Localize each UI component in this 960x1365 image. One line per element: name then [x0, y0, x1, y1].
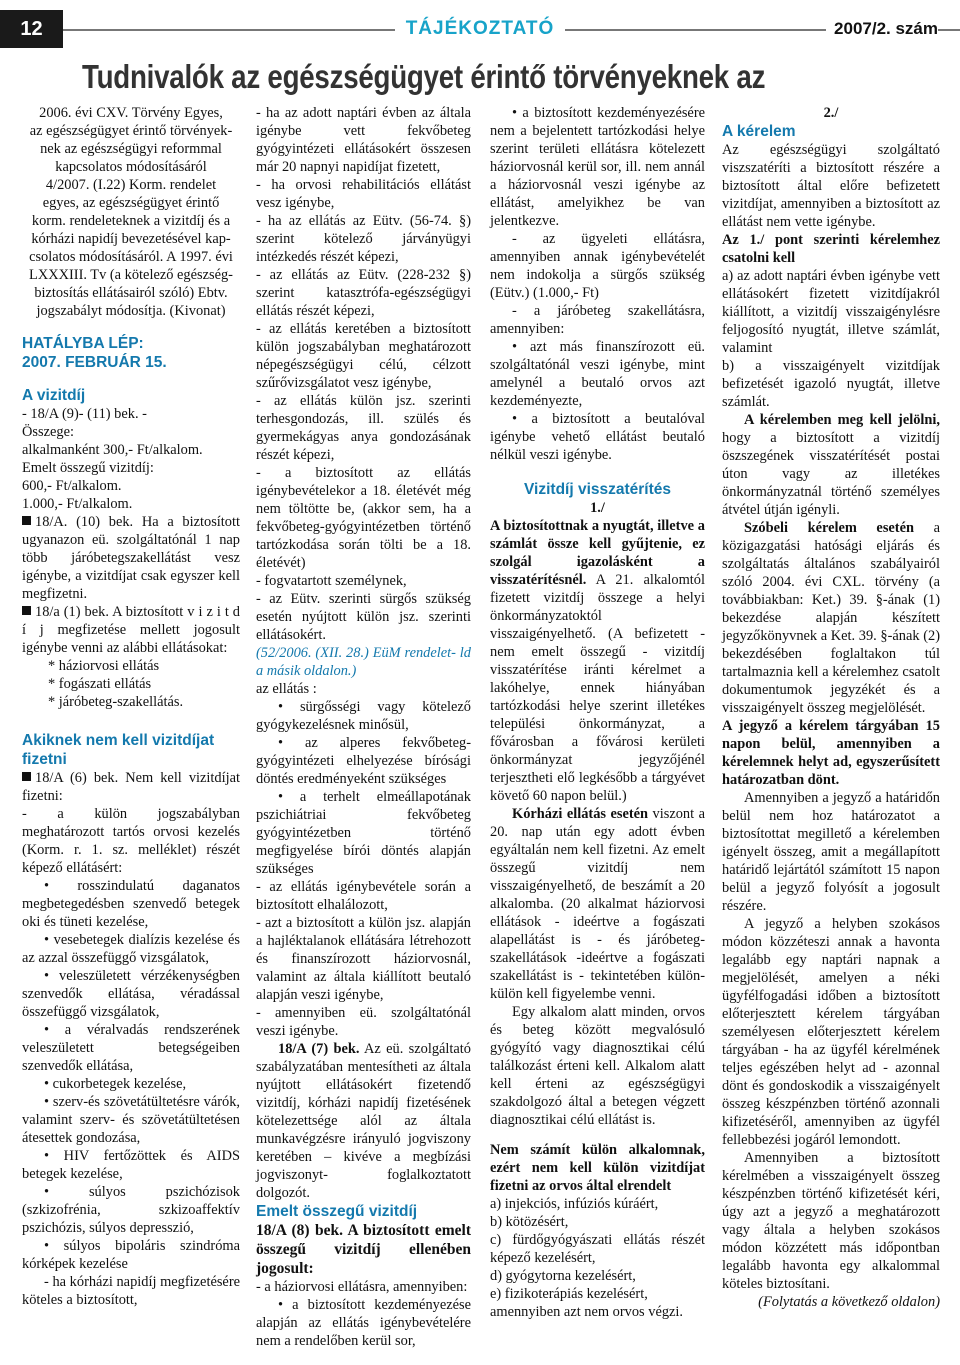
col4-para: Az egészségügyi szolgáltató viszszatéríti a biztosított részére a biztosított által előre befizetett vizitdíjat, amennyiben a biztosított az ellátást nem vette igénybe.	[722, 142, 940, 230]
col4-para: a közigazgatási hatósági eljárás és szolgáltatás általános szabályairól szóló 2004. évi CXL. törvény (a továbbiakban: Ket.) 39. §-ának (1) bekezdése alapján készített jegyzőkönyvnek a Ket. 39. §-ának (2) bekezdésében foglaltakon túl tartalmaznia kell a kérelemhez csatolt dokumentumok jegyzékét és a visszaigényelt összeg megjelölését.	[722, 520, 940, 716]
col3-bold-para: Nem számít külön alkalomnak, ezért nem kell külön vizitdíjat fizetni az orvos által elrendelt	[490, 1142, 705, 1194]
col2-para: - ha orvosi rehabilitációs ellátást vesz igénybe,	[256, 177, 471, 211]
col4-para: Amennyiben a jegyző a határidőn belül nem hoz határozatot a biztosítottat megillető a kérelemben igényelt összeg, amit a megállapított határidő lejártától számított 15 napon belül a jegyző folyósít a jogosult részére.	[722, 790, 940, 914]
col3-list-item: b) kötözésért,	[490, 1214, 569, 1230]
intro-line: csolatos módosításáról. A 1997. évi	[29, 249, 233, 265]
col3-para: viszont a 20. nap után egy adott évben egyáltalán nem kell fizetni. Az emelt összegű vizitdíj nem visszaigényelhető, de beszámít a 20 alkalomba. (20 alkalmat háziorvosi ellátások - ideértve a fogászati alapellátást is - és járóbeteg-szakellátások -ideértve a fogászati szakellátást is - tekintetében külön-külön kell figyelembe venni.	[490, 806, 705, 1002]
square-bullet-icon	[22, 772, 31, 781]
col4-para: a) az adott naptári évben igénybe vett ellátásokért fizetett vizitdíjakról kiállított, a vizitdíj visszaigénylésre feljogosító nyugtát, illetve számlát, valamint	[722, 268, 940, 356]
visszaterites-heading: Vizitdíj visszatérítés	[523, 481, 672, 498]
column-4	[722, 104, 940, 1311]
vizitdij-heading: A vizitdíj	[22, 387, 86, 404]
col2-para: - ha az ellátás az Eütv. (56-74. §) szerint kötelező járványügyi intézkedés részét képezi,	[256, 213, 471, 265]
col2-para: - fogvatartott személynek,	[256, 573, 407, 589]
col2-para: - a biztosított az ellátás igénybevételekor a 18. életévét még nem töltötte be, (akkor sem, ha a fekvőbeteg-gyógyintézetben történő tartózkodása során tölti be a 18. életévét)	[256, 465, 471, 571]
intro-line: kapcsolatos módosításáról	[55, 159, 207, 175]
col2-bullet: • a terhelt elmeállapotának pszichiátriai fekvőbeteg gyógyintézetben történő megfigyelése bírói döntés alapján szükséges	[256, 789, 471, 877]
col2-para: - az ellátás külön jsz. szerinti terhesgondozás, ill. szülés és gyermekágyas anya gondozásának részét képezi,	[256, 393, 471, 463]
col4-para: A jegyző a helyben szokásos módon közzéteszi annak a havonta legalább egy naptári napnak a megjelölését, amelyen a néki ügyfélfogadási időben a biztosított előterjesztett kérelem tárgyában személyesen előterjesztett kérelem tárgyában - ha az ügyfél kérelmének teljes egészében helyt ad - azonnal dönt és gondoskodik a visszaigényelt összeg készpénzben történő azonnali kifizetéséről, amennyiben az ügyfél fellebbezési jogáról lemondott.	[722, 916, 940, 1148]
col2-para: - azt a biztosított a külön jsz. alapján a hajléktalanok ellátására létrehozott és finanszírozott háziorvosnál, valamint az általa kiállított beutaló alapján veszi igénybe,	[256, 915, 471, 1003]
col3-bullet: • azt más finanszírozott eü. szolgáltatónál veszi igénybe, mint amelynél a beutaló orvos azt kezdeményezte,	[490, 339, 705, 409]
intro-line: kórházi napidíj bevezetésével kap-	[31, 231, 231, 247]
exempt-item: • a véralvadás rendszerének veleszületett betegségeiben szenvedők ellátása,	[22, 1022, 240, 1074]
effective-label: HATÁLYBA LÉP:	[22, 335, 144, 352]
square-bullet-icon	[22, 606, 31, 615]
para-18a10: 18/A. (10) bek. Ha a biztosított ugyanazon eü. szolgáltatónál 1 nap több járóbetegszakellátást vesz igénybe, a vizitdíjat csak egyszer kell megfizetni.	[22, 514, 240, 602]
intro-line: korm. rendeleteknek a vizitdíj és a	[31, 213, 231, 229]
col2-italic-note: (52/2006. (XII. 28.) EüM rendelet- ld a másik oldalon.)	[256, 645, 471, 679]
col4-para: Amennyiben a biztosított kérelmében a visszaigényelt összeg készpénzben történő kifizetését kéri, úgy azt a jegyző a meghatározott vagy általa a helyben szokásos módon közzétett más időpontban legalább havonta egy alkalommal köteles biztosítani.	[722, 1150, 940, 1292]
col2-para: - a háziorvosi ellátásra, amennyiben:	[256, 1279, 468, 1295]
col2-bullet: • az alperes fekvőbeteg-gyógyintézeti elhelyezése bírósági döntés eredményeként szükséges	[256, 735, 471, 787]
col3-para: amennyiben azt nem orvos végzi.	[490, 1304, 684, 1320]
article-title: Tudnivalók az egészségügyet érintő törvényeknek az	[82, 58, 766, 95]
col2-para: az ellátás :	[256, 681, 317, 697]
para-18a1: 18/a (1) bek. A biztosított v i z i t d í j megfizetése mellett jogosult igénybe venni az alábbi ellátásokat:	[22, 604, 240, 656]
col3-bold-para: A biztosítottnak a nyugtát, illetve a számlát össze kell gyűjtenie, ez szolgál igazolásként a visszatérítésnél.	[490, 518, 705, 588]
intro-line: az egészségügyet érintő törvények-	[29, 123, 233, 139]
intro-line: LXXXIII. Tv (a kötelező egészség-	[29, 267, 233, 283]
care-item: * háziorvosi ellátás	[48, 658, 160, 674]
akiknek-heading: Akiknek nem kell vizitdíjat fizetni	[22, 732, 215, 768]
exempt-item: • szerv-és szövetátültetésre várók, valamint szerv- és szövetátültetésen átesettek gondozása,	[22, 1094, 240, 1146]
vizitdij-line: Összege:	[22, 424, 74, 440]
col2-para: - az ellátás az Eütv. (228-232 §) szerint katasztrófa-egészségügyi ellátás részét képezi,	[256, 267, 471, 319]
col2-para: - az ellátás keretében a biztosított külön jogszabályban meghatározott népegészségügyi célú, célzott szűrővizsgálatot vesz igénybe,	[256, 321, 471, 391]
para-18a8: 18/A (8) bek. A biztosított emelt összegű vizitdíj ellenében jogosult:	[256, 1222, 471, 1277]
col3-para: - a járóbeteg szakellátásra, amennyiben:	[490, 303, 705, 337]
square-bullet-icon	[22, 516, 31, 525]
col2-para: - az Eütv. szerinti sürgős szükség esetén nyújtott külön jsz. szerinti ellátásokért.	[256, 591, 471, 643]
col4-para: b) a visszaigényelt vizitdíjak befizetését igazoló nyugtát, illetve számlát.	[722, 358, 940, 410]
section-number: 2./	[823, 105, 839, 121]
intro-line: biztosítás ellátásairól szóló) Ebtv.	[34, 285, 228, 301]
care-item: * járóbeteg-szakellátás.	[48, 694, 184, 710]
exempt-item: • súlyos bipoláris szindróma kórképek kezelése	[22, 1238, 240, 1272]
vizitdij-line: Emelt összegű vizitdíj:	[22, 460, 154, 476]
exempt-item: • rosszindulatú daganatos megbetegedésben szenvedő betegek oki és tüneti kezelése,	[22, 878, 240, 930]
emelt-heading: Emelt összegű vizitdíj	[256, 1203, 418, 1220]
col3-list-item: d) gyógytorna kezelésért,	[490, 1268, 636, 1284]
col3-list-item: a) injekciós, infúziós kúráért,	[490, 1196, 659, 1212]
intro-line: jogszabályt módosítja. (Kivonat)	[36, 303, 226, 319]
brand-title: TÁJÉKOZTATÓ	[395, 10, 565, 48]
exempt-item: • cukorbetegek kezelése,	[44, 1076, 187, 1092]
issue-number: 2007/2. szám	[826, 10, 938, 48]
intro-line: egyes, az egészségügyet érintő	[42, 195, 220, 211]
col2-bullet: • sürgősségi vagy kötelező gyógykezelésnek minősül,	[256, 699, 471, 733]
exempt-item: • HIV fertőzöttek és AIDS betegek kezelése,	[22, 1148, 240, 1182]
col4-bold-para: Az 1./ pont szerinti kérelemhez csatolni kell	[722, 232, 940, 266]
effective-date: 2007. FEBRUÁR 15.	[22, 354, 167, 371]
col4-bold-label: A kérelemben meg kell jelölni,	[744, 412, 940, 428]
para-korhazi: - ha kórházi napidíj megfizetésére köteles a biztosított,	[22, 1274, 240, 1308]
col3-para: - az ügyeleti ellátásra, amennyiben annak igénybevételét nem indokolja a sürgős szükség (Eütv.) (1.000,- Ft)	[490, 231, 705, 301]
para-18a7-label: 18/A (7) bek.	[278, 1041, 360, 1057]
col4-bold-label: Szóbeli kérelem esetén	[744, 520, 914, 536]
col2-para: - az ellátás igénybevétele során a biztosított elhalálozott,	[256, 879, 471, 913]
col3-list-item: e) fizikoterápiás kezelésért,	[490, 1286, 648, 1302]
vizitdij-line: alkalmanként 300,- Ft/alkalom.	[22, 442, 203, 458]
col3-list-item: c) fürdőgyógyászati ellátás részét képező kezelésért,	[490, 1232, 705, 1266]
intro-line: nek az egészségügyi reformmal	[40, 141, 222, 157]
exempt-item: • vesebetegek dialízis kezelése és az azzal összefüggő vizsgálatok,	[22, 932, 240, 966]
page-header	[0, 0, 960, 56]
col3-bullet: • a biztosított kezdeményezésére nem a bejelentett tartózkodási helye szerint területi ellátásra kötelezett háziorvosnál kerül sor, ill. nem annál a háziorvosnál veszi igénybe az ellátást, amelyikhez be van jelentkezve.	[490, 105, 705, 229]
section-number: 1./	[590, 500, 605, 516]
care-item: * fogászati ellátás	[48, 676, 152, 692]
korhazi-label: Kórházi ellátás esetén	[512, 806, 649, 822]
col2-para: - amennyiben eü. szolgáltatónál veszi igénybe.	[256, 1005, 471, 1039]
kerelem-heading: A kérelem	[722, 123, 796, 140]
col3-bullet: • a biztosított a beutalóval igénybe vehető ellátást beutaló nélkül veszi igénybe.	[490, 411, 705, 463]
vizitdij-line: 1.000,- Ft/alkalom.	[22, 496, 133, 512]
column-3	[490, 104, 705, 1321]
continuation-note: (Folytatás a következő oldalon)	[758, 1294, 940, 1310]
intro-line: 4/2007. (I.22) Korm. rendelet	[45, 177, 217, 193]
vizitdij-line: - 18/A (9)- (11) bek. -	[22, 406, 147, 422]
page-number: 12	[0, 10, 63, 48]
para-18a7: Az eü. szolgáltató szabályzatában mentesítheti az általa nyújtott ellátásokért fizetendő vizitdíj, kórházi napidíj fizetésének kötelezettsége alól az általa munkavégzésre irányuló jogviszony keretében – kivéve a megbízási jogviszonyt- foglalkoztatott dolgozót.	[256, 1041, 471, 1201]
intro-line: 2006. évi CXV. Törvény Egyes,	[39, 105, 223, 121]
column-1	[22, 104, 240, 1309]
vizitdij-line: 600,- Ft/alkalom.	[22, 478, 122, 494]
column-2	[256, 104, 471, 1350]
col3-para: A 21. alkalomtól fizetett vizitdíj összege a helyi önkormányzatoktól visszaigényelhető. (A befizetett - nem emelt összegű - vizitdíj visszatérítése iránti kérelmet a lakóhelye, ennek hiányában tartózkodási helye szerint illetékes települési önkormányzat, a fővárosban a fővárosi kerületi önkormányzat jegyzőjénél terjesztheti elő legkésőbb a tárgyévet követő 60 napon belül.)	[490, 572, 705, 804]
col2-para: - ha az adott naptári évben az általa igénybe vett fekvőbeteg gyógyintézeti ellátásokért összesen már 20 napnyi napidíjat fizetett,	[256, 105, 471, 175]
col4-bold-para: A jegyző a kérelem tárgyában 15 napon belül, amennyiben a kérelemnek helyt ad, egyszerűsített határozatban dönt.	[722, 718, 940, 788]
col3-para: Egy alkalom alatt minden, orvos és beteg között megvalósuló gyógyító vagy diagnosztikai célú találkozást érteni kell. Alkalom alatt kell érteni az egészségügyi szakdolgozó által a betegen végzett diagnosztikai célú ellátást is.	[490, 1004, 705, 1128]
exempt-item: • súlyos pszichózisok (szkizofrénia, szkizoaffektív pszichózis, súlyos depresszió,	[22, 1184, 240, 1236]
para-kulon: - a külön jogszabályban meghatározott tartós orvosi kezelés (Korm. r. 1. sz. melléklet) részét képező ellátásért:	[22, 806, 240, 876]
exempt-item: • veleszületett vérzékenységben szenvedők ellátása, véradással összefüggő vizsgálatok,	[22, 968, 240, 1020]
col2-bullet: • a biztosított kezdeményezése alapján az ellátás igénybevételére nem a rendelőben kerül sor,	[256, 1297, 471, 1349]
para-18a6: 18/A (6) bek. Nem kell vizitdíjat fizetni:	[22, 770, 240, 804]
col4-para: hogy a biztosított a vizitdíj öszszegének visszatérítését postai úton vagy az illetékes önkormányzatnál történő személyes átvétel útján igényli.	[722, 430, 940, 518]
